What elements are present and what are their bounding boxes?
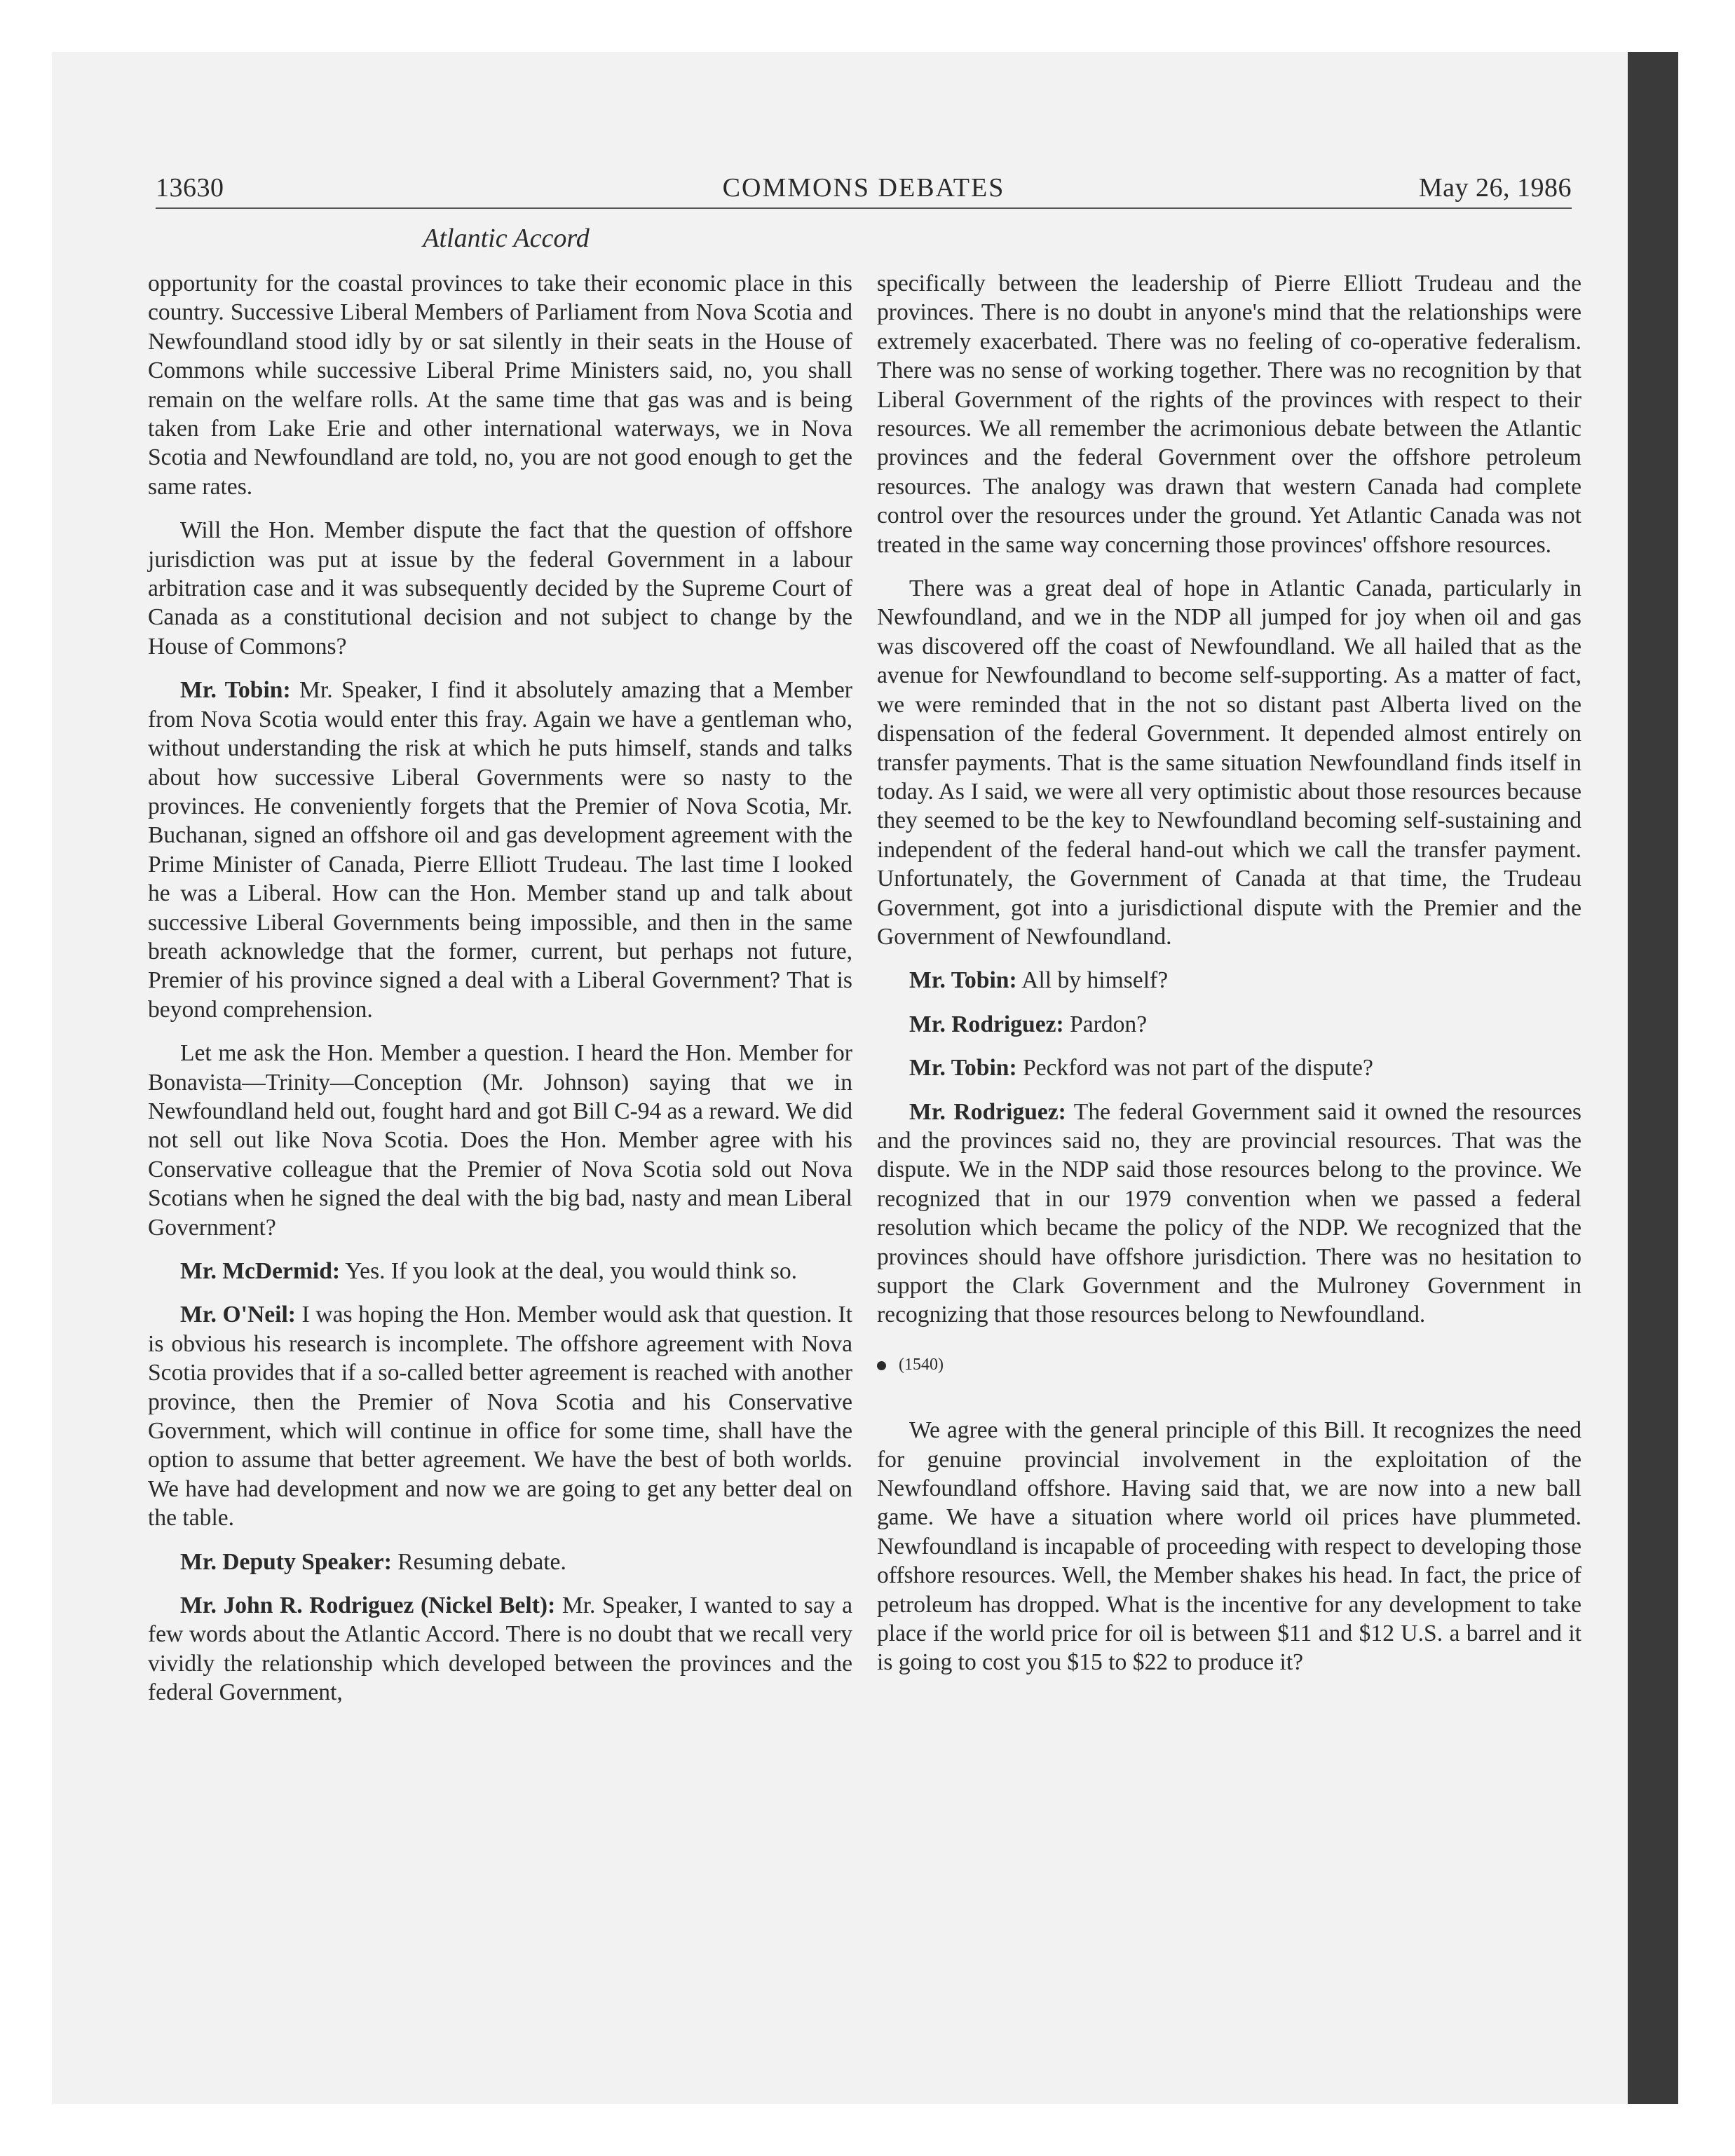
paragraph: specifically between the leadership of Pierre Elliott Trudeau and the provinces. There is no doubt in anyone's mind that the relationships were extremely exacerbated. There was no feeling of co-operative federalism. There was no sense of working together. There was no recognition by that Liberal Government of the rights of the provinces with respect to their resources. We all remember the acrimonious debate between the Atlantic provinces and the federal Government over the offshore petroleum resources. The analogy was drawn that western Canada had complete control over the resources under the ground. Yet Atlantic Canada was not treated in the same way concerning those provinces' offshore resources.	[877, 271, 1581, 558]
speech-text: Peckford was not part of the dispute?	[1016, 1055, 1373, 1082]
speech-paragraph	[877, 1053, 1581, 1082]
speech-paragraph	[148, 1591, 852, 1707]
speech-text: The federal Government said it owned the resources and the provinces said no, they are provincial resources. That was the dispute. We in the NDP said those resources belong to the province. We recognized that in our 1979 convention when we passed a federal resolution which became the policy of the NDP. We recognized that the provinces should have offshore jurisdiction. There was no hesitation to support the Clark Government and the Mulroney Government in recognizing that those resources belong to Newfoundland.	[877, 1098, 1581, 1328]
speaker-name: Mr. Rodriguez:	[909, 1011, 1064, 1037]
paragraph: opportunity for the coastal provinces to take their economic place in this country. Successive Liberal Members of Parliament from Nova Scotia and Newfoundland stood idly by or sat silently in their seats in the House of Commons while successive Liberal Prime Ministers said, no, you shall remain on the welfare rolls. At the same time that gas was and is being taken from Lake Erie and other international waterways, we in Nova Scotia and Newfoundland are told, no, you are not good enough to get the same rates.	[148, 271, 852, 500]
speaker-name: Mr. Deputy Speaker:	[180, 1548, 392, 1575]
right-column	[877, 269, 1581, 1692]
paragraph: Will the Hon. Member dispute the fact that the question of offshore jurisdiction was put at issue by the federal Government in a labour arbitration case and it was subsequently decided by the Supreme Court of Canada as a constitutional decision and not subject to change by the House of Commons?	[148, 517, 852, 660]
paragraph: Let me ask the Hon. Member a question. I heard the Hon. Member for Bonavista—Trinity—Conception (Mr. Johnson) saying that we in Newfoundland held out, fought hard and got Bill C-94 as a reward. We did not sell out like Nova Scotia. Does the Hon. Member agree with his Conservative colleague that the Premier of Nova Scotia sold out Nova Scotians when he signed the deal with the big bad, nasty and mean Liberal Government?	[148, 1040, 852, 1241]
speech-paragraph	[877, 1098, 1581, 1330]
speech-paragraph	[148, 1257, 852, 1285]
time-marker	[877, 1351, 1581, 1379]
paragraph: We agree with the general principle of this Bill. It recognizes the need for genuine provincial involvement in the exploitation of the Newfoundland offshore. Having said that, we are now into a new ball game. We have a situation where world oil prices have plummeted. Newfoundland is incapable of proceeding with respect to developing those offshore resources. Well, the Member shakes his head. In fact, the price of petroleum has dropped. What is the incentive for any development to take place if the world price for oil is between $11 and $12 U.S. a barrel and it is going to cost you $15 to $22 to produce it?	[877, 1417, 1581, 1676]
scan-edge-strip	[1628, 52, 1678, 2104]
speech-paragraph	[148, 1548, 852, 1576]
speech-text: Pardon?	[1063, 1011, 1148, 1037]
speech-text: Yes. If you look at the deal, you would think so.	[340, 1258, 798, 1284]
speech-text: All by himself?	[1016, 967, 1169, 994]
speech-paragraph	[148, 1300, 852, 1532]
speaker-name: Mr. John R. Rodriguez (Nickel Belt):	[180, 1592, 556, 1619]
page-header	[156, 172, 1572, 207]
left-column	[148, 269, 852, 1722]
page-date: May 26, 1986	[1418, 173, 1572, 203]
speaker-name: Mr. Tobin:	[909, 967, 1017, 994]
paragraph: There was a great deal of hope in Atlantic Canada, particularly in Newfoundland, and we in the NDP all jumped for joy when oil and gas was discovered off the coast of Newfoundland. We all hailed that as the avenue for Newfoundland to become self-supporting. As a matter of fact, we were reminded that in the not so distant past Alberta lived on the dispensation of the federal Government. It depended almost entirely on transfer payments. That is the same situation Newfoundland finds itself in today. As I said, we were all very optimistic about those resources because they seemed to be the key to Newfoundland becoming self-sustaining and independent of the federal hand-out which we call the transfer payment. Unfortunately, the Government of Canada at that time, the Trudeau Government, got into a jurisdictional dispute with the Premier and the Government of Newfoundland.	[877, 575, 1581, 950]
speaker-name: Mr. Tobin:	[180, 677, 291, 704]
speech-paragraph	[877, 966, 1581, 995]
page-number: 13630	[156, 173, 224, 203]
speaker-name: Mr. Tobin:	[909, 1055, 1017, 1082]
speaker-name: Mr. Rodriguez:	[909, 1098, 1066, 1125]
speech-text: I was hoping the Hon. Member would ask that question. It is obvious his research is incomplete. The offshore agreement with Nova Scotia provides that if a so-called better agreement is reached with another province, then the Premier of Nova Scotia and his Conservative Government, which will continue in office for some time, shall have the option to assume that better agreement. We have the best of both worlds. We have had development and now we are going to get any better deal on the table.	[148, 1302, 852, 1531]
speech-paragraph	[148, 676, 852, 1024]
speech-text: Resuming debate.	[391, 1548, 566, 1575]
header-rule	[156, 207, 1572, 209]
speech-paragraph	[877, 1010, 1581, 1039]
running-head: Atlantic Accord	[423, 224, 590, 253]
speech-text: Mr. Speaker, I wanted to say a few words about the Atlantic Accord. There is no doubt that we recall very vividly the relationship which developed between the provinces and the federal Government,	[148, 1592, 852, 1706]
speech-text: Mr. Speaker, I find it absolutely amazing that a Member from Nova Scotia would enter this fray. Again we have a gentleman who, without understanding the risk at which he puts himself, stands and talks about how successive Liberal Governments were so nasty to the provinces. He conveniently forgets that the Premier of Nova Scotia, Mr. Buchanan, signed an offshore oil and gas development agreement with the Prime Minister of Canada, Pierre Elliott Trudeau. The last time I looked he was a Liberal. How can the Hon. Member stand up and talk about successive Liberal Governments being impossible, and then in the same breath acknowledge that the former, current, but perhaps not future, Premier of his province signed a deal with a Liberal Government? That is beyond comprehension.	[148, 677, 852, 1023]
time-marker-text: (1540)	[899, 1355, 944, 1374]
speaker-name: Mr. O'Neil:	[180, 1302, 296, 1328]
speaker-name: Mr. McDermid:	[180, 1258, 341, 1284]
bullet-icon	[877, 1361, 886, 1370]
publication-title: COMMONS DEBATES	[722, 173, 1005, 203]
